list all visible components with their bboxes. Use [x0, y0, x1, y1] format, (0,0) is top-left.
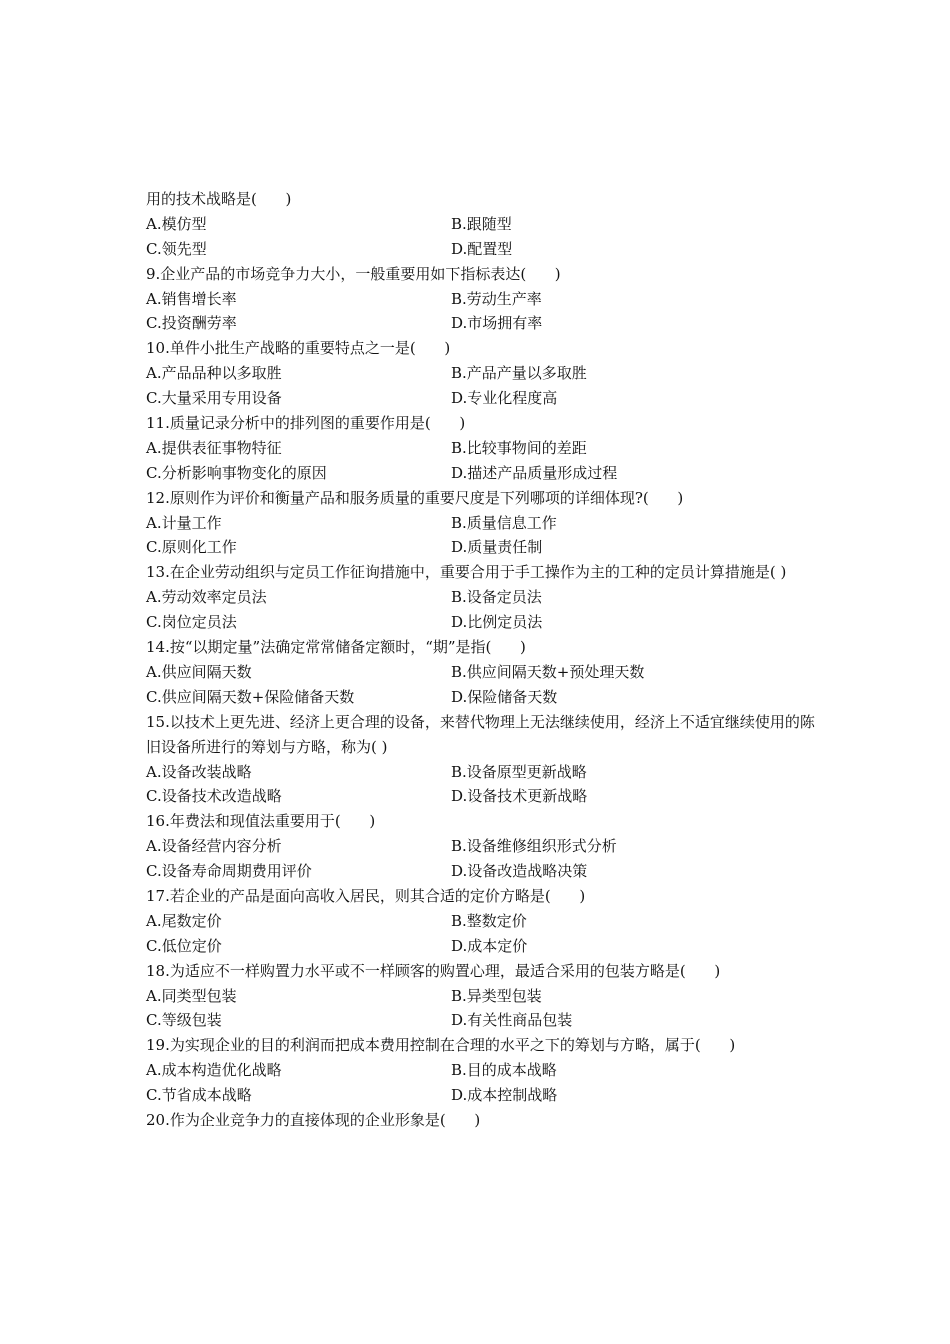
option-b: B.劳动生产率 [451, 289, 542, 308]
option-a: A.劳动效率定员法 [146, 588, 267, 607]
option-b: B.设备定员法 [451, 588, 542, 607]
question-18: 18.为适应不一样购置力水平或不一样顾客的购置心理，最适合采用的包装方略是( ) [146, 961, 721, 980]
option-a: A.设备改装战略 [146, 762, 252, 781]
option-c: C.低位定价 [146, 936, 222, 955]
option-row [146, 1058, 816, 1083]
option-a: A.提供表征事物特征 [146, 438, 282, 457]
option-c: C.原则化工作 [146, 538, 237, 557]
option-row [146, 212, 816, 237]
option-d: D.专业化程度高 [451, 389, 558, 408]
option-c: C.节省成本战略 [146, 1086, 252, 1105]
question-9: 9.企业产品的市场竞争力大小，一般重要用如下指标表达( ) [146, 264, 561, 283]
question-10: 10.单件小批生产战略的重要特点之一是( ) [146, 339, 451, 358]
option-b: B.供应间隔天数+预处理天数 [451, 662, 645, 681]
option-d: D.质量责任制 [451, 538, 543, 557]
option-b: B.质量信息工作 [451, 513, 557, 532]
option-row [146, 784, 816, 809]
option-c: C.供应间隔天数+保险储备天数 [146, 687, 355, 706]
option-d: D.成本控制战略 [451, 1086, 558, 1105]
option-b: B.比较事物间的差距 [451, 438, 587, 457]
question-15: 15.以技术上更先进、经济上更合理的设备，来替代物理上无法继续使用，经济上不适宜继续使用的陈旧设备所进行的筹划与方略，称为( ) [146, 712, 815, 756]
option-c: C.等级包装 [146, 1011, 222, 1030]
option-row [146, 287, 816, 312]
option-a: A.尾数定价 [146, 911, 222, 930]
question-20: 20.作为企业竞争力的直接体现的企业形象是( ) [146, 1111, 481, 1129]
option-a: A.成本构造优化战略 [146, 1061, 282, 1080]
question-17: 17.若企业的产品是面向高收入居民，则其合适的定价方略是( ) [146, 886, 586, 905]
question-19: 19.为实现企业的目的利润而把成本费用控制在合理的水平之下的筹划与方略，属于( ) [146, 1036, 736, 1055]
option-c: C.岗位定员法 [146, 613, 237, 632]
option-c: C.投资酬劳率 [146, 314, 237, 333]
option-a: A.供应间隔天数 [146, 662, 252, 681]
option-d: D.市场拥有率 [451, 314, 543, 333]
option-a: A.销售增长率 [146, 289, 237, 308]
option-row [146, 1008, 816, 1033]
option-a: A.模仿型 [146, 214, 207, 233]
option-d: D.比例定员法 [451, 613, 543, 632]
option-row [146, 361, 816, 386]
option-row [146, 760, 816, 785]
option-b: B.设备维修组织形式分析 [451, 837, 617, 856]
option-row [146, 1083, 816, 1108]
option-c: C.分析影响事物变化的原因 [146, 463, 327, 482]
question-14: 14.按“以期定量”法确定常常储备定额时，“期”是指( ) [146, 638, 526, 657]
option-row [146, 436, 816, 461]
option-c: C.大量采用专用设备 [146, 389, 282, 408]
option-c: C.设备寿命周期费用评价 [146, 862, 312, 881]
option-d: D.设备技术更新战略 [451, 787, 588, 806]
option-row [146, 535, 816, 560]
option-d: D.配置型 [451, 239, 513, 258]
question-12: 12.原则作为评价和衡量产品和服务质量的重要尺度是下列哪项的详细体现?( ) [146, 488, 684, 507]
question-16: 16.年费法和现值法重要用于( ) [146, 812, 376, 831]
option-b: B.设备原型更新战略 [451, 762, 587, 781]
question-stem-continuation: 用的技术战略是( ) [146, 190, 292, 208]
option-row [146, 237, 816, 262]
option-row [146, 984, 816, 1009]
option-d: D.设备改造战略决策 [451, 862, 588, 881]
option-b: B.目的成本战略 [451, 1061, 557, 1080]
option-d: D.成本定价 [451, 936, 528, 955]
option-b: B.跟随型 [451, 214, 512, 233]
option-b: B.产品产量以多取胜 [451, 364, 587, 383]
option-row [146, 834, 816, 859]
option-row [146, 386, 816, 411]
option-row [146, 859, 816, 884]
option-row [146, 934, 816, 959]
option-row [146, 511, 816, 536]
option-row [146, 685, 816, 710]
option-row [146, 660, 816, 685]
option-c: C.领先型 [146, 239, 207, 258]
option-row [146, 311, 816, 336]
option-b: B.异类型包装 [451, 986, 542, 1005]
option-d: D.有关性商品包装 [451, 1011, 573, 1030]
question-11: 11.质量记录分析中的排列图的重要作用是( ) [146, 414, 466, 433]
option-c: C.设备技术改造战略 [146, 787, 282, 806]
option-row [146, 585, 816, 610]
option-a: A.设备经营内容分析 [146, 837, 282, 856]
option-row [146, 461, 816, 486]
option-a: A.计量工作 [146, 513, 222, 532]
option-row [146, 909, 816, 934]
option-b: B.整数定价 [451, 911, 527, 930]
option-a: A.产品品种以多取胜 [146, 364, 282, 383]
question-13: 13.在企业劳动组织与定员工作征询措施中，重要合用于手工操作为主的工种的定员计算措施是( ) [146, 563, 787, 582]
option-a: A.同类型包装 [146, 986, 237, 1005]
option-row [146, 610, 816, 635]
question-list [146, 187, 816, 1133]
option-d: D.描述产品质量形成过程 [451, 463, 618, 482]
option-d: D.保险储备天数 [451, 687, 558, 706]
